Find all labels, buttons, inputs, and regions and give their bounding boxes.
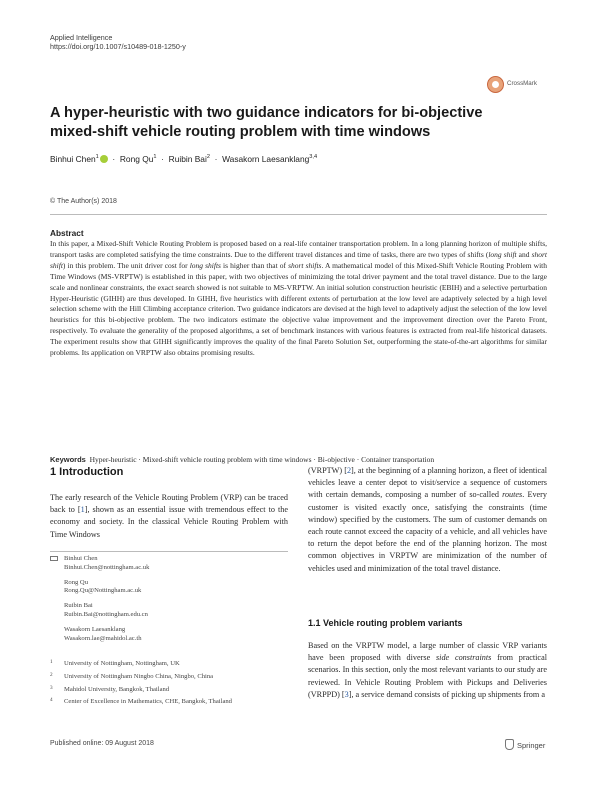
crossmark-icon [487, 76, 504, 93]
contact-name: Binhui Chen [64, 555, 98, 562]
abstract-emphasis: long shifts [189, 260, 221, 270]
affiliation-text: Mahidol University, Bangkok, Thailand [64, 685, 170, 693]
copyright-notice: © The Author(s) 2018 [50, 198, 117, 205]
publisher-logo [505, 739, 545, 750]
body-text: ], shown as an essential issue with tremendous effect to the economy and society. In the classical Vehicle Routing Problem with Time Windows [50, 505, 288, 539]
publisher-name: Springer [517, 741, 546, 750]
abstract-body [50, 239, 547, 359]
body-text: . Every customer is visited exactly once, satisfying the constraints (time window) specified by the customers. The sum of customer demands on each route cannot exceed the capacity of a vehicle, and all vehicles have to return the depot before the end of the planning horizon. The most common objectives in VRPTW are minimization of the number of vehicles used and minimization of the total travel distance. [308, 490, 547, 573]
journal-header [50, 33, 186, 51]
springer-horse-icon [505, 739, 514, 750]
contact-list [50, 555, 290, 650]
author-name[interactable]: Ruibin Bai [168, 154, 207, 164]
body-text: from practical scenarios. In this section, only the most relevant variants to our study are reviewed. In Vehicle Routing Problem with Pickups and Deliveries (VRPPD) [ [308, 653, 547, 699]
author-name[interactable]: Wasakorn Laesanklang [222, 154, 310, 164]
author-affiliation-mark: 2 [206, 154, 210, 161]
journal-name: Applied Intelligence [50, 33, 113, 42]
contact-email[interactable]: Rong.Qu@Nottingham.ac.uk [64, 587, 142, 595]
body-text: (VRPTW) [ [308, 466, 347, 475]
author-affiliation-mark: 1 [153, 154, 157, 161]
doi-link[interactable]: https://doi.org/10.1007/s10489-018-1250-y [50, 42, 186, 51]
section-heading: 1 Introduction [50, 466, 124, 478]
affiliation-list [50, 660, 300, 711]
body-text: The early research of the Vehicle Routing Problem (VRP) can be traced back to [ [50, 493, 288, 515]
citation-link[interactable]: 3 [344, 689, 349, 699]
divider [50, 214, 547, 215]
affiliation-entry [50, 698, 300, 706]
author-affiliation-mark: 3,4 [309, 154, 318, 161]
published-date: Published online: 09 August 2018 [50, 740, 154, 747]
affiliation-text: University of Nottingham, Nottingham, UK [64, 660, 180, 667]
contact-name: Wasakorn Laesanklang [64, 626, 126, 634]
crossmark-label: CrossMark [507, 80, 537, 87]
author-separator: · [158, 154, 167, 164]
author-separator: · [110, 154, 118, 164]
abstract-emphasis: short shift [50, 249, 547, 270]
intro-right-column [308, 465, 547, 575]
subsection-heading: 1.1 Vehicle routing problem variants [308, 618, 463, 628]
subsection-body [308, 640, 547, 701]
envelope-icon [50, 556, 58, 561]
abstract-emphasis: long shift [488, 249, 517, 259]
keywords-text: Hyper-heuristic · Mixed-shift vehicle routing problem with time windows · Bi-objective · Container transportation [89, 455, 435, 464]
author-list [50, 154, 317, 164]
affiliation-number: 3 [50, 684, 53, 691]
abstract-text: and [516, 249, 532, 259]
affiliation-entry [50, 660, 300, 668]
affiliation-text: University of Nottingham Ningbo China, Ningbo, China [64, 672, 214, 680]
affiliation-number: 4 [50, 697, 53, 704]
intro-left-column [50, 492, 288, 541]
affiliation-entry [50, 686, 300, 694]
author-name[interactable]: Rong Qu [119, 154, 154, 164]
citation-link[interactable]: 1 [80, 505, 85, 515]
affiliation-text: Center of Excellence in Mathematics, CHE, Bangkok, Thailand [64, 698, 232, 706]
body-emphasis: side constraints [435, 653, 492, 663]
contact-entry [50, 626, 290, 643]
affiliation-number: 1 [50, 659, 53, 665]
body-text: ], at the beginning of a planning horizon, a fleet of identical vehicles leave a center depot to visit/service a sequence of customers with certain demands, composing a number of so-called [308, 466, 548, 500]
keywords-label: Keywords [50, 455, 86, 464]
divider [50, 551, 288, 552]
contact-entry [50, 555, 290, 572]
affiliation-entry [50, 673, 300, 681]
author-name[interactable]: Binhui Chen [50, 154, 96, 164]
author-separator: · [212, 154, 220, 164]
abstract-text: . A mathematical model of this Mixed-Shift Vehicle Routing Problem with Time Windows (MS-VRPTW) is established in this paper, with two objectives of minimizing the total driver payment and the total travel distance. Due to the large scale and nonlinear constraints, the exact search showed is not suitable to MS-VRPTW. An initial solution construction heuristic (EBIH) and a selective perturbation Hyper-Heuristic (GIHH) are thus developed. In GIHH, five heuristics with different extents of perturbation at the low level are adaptively selected by a high level selection scheme with the Hill Climbing acceptance criterion. Two guidance indicators are devised at the high level to adaptively adjust the selection of the low level heuristics for this bi-objective problem. The two indicators estimate the objective value improvement and the improvement direction over the Pareto Front, respectively. To evaluate the generality of the proposed algorithms, a set of benchmark instances with various features is extracted from real-life historical datasets. The experiment results show that GIHH significantly improves the quality of the final Pareto Solution Set, outperforming the state-of-the-art algorithms for similar problems. Its application on VRPTW also obtains promising results. [50, 260, 547, 358]
abstract-emphasis: short shifts [288, 260, 322, 270]
body-text: ], a service demand consists of picking up shipments from a [348, 689, 545, 699]
body-emphasis: routes [502, 490, 523, 500]
affiliation-number: 2 [50, 671, 53, 678]
body-text: Based on the VRPTW model, a large number of classic VRP variants have been proposed with diverse [308, 641, 547, 663]
paper-title: A hyper-heuristic with two guidance indicators for bi-objective mixed-shift vehicle routing problem with time windows [50, 105, 483, 140]
author-affiliation-mark: 1 [95, 154, 99, 161]
contact-name: Rong Qu [64, 578, 88, 586]
abstract-text: is higher than that of [220, 260, 289, 270]
contact-entry [50, 602, 290, 619]
contact-name: Ruibin Bai [64, 602, 93, 610]
contact-email[interactable]: Binhui.Chen@nottingham.ac.uk [64, 563, 150, 571]
abstract-heading: Abstract [50, 228, 84, 238]
citation-link[interactable]: 2 [346, 466, 352, 475]
contact-entry [50, 579, 290, 596]
orcid-icon[interactable] [100, 155, 108, 163]
abstract-text: ) in this problem. The unit driver cost for [62, 260, 190, 270]
crossmark-badge[interactable] [487, 74, 547, 96]
keywords [50, 455, 547, 466]
abstract-text: In this paper, a Mixed-Shift Vehicle Routing Problem is proposed based on a real-life container transportation problem. In a long planning horizon of multiple shifts, transport tasks are completed satisfying the time constraints. Due to the different travel distances and time of tasks, there are two types of shifts ( [50, 239, 547, 259]
contact-email[interactable]: Wasakorn.lae@mahidol.ac.th [64, 634, 142, 642]
contact-email[interactable]: Ruibin.Bai@nottingham.edu.cn [64, 610, 148, 618]
